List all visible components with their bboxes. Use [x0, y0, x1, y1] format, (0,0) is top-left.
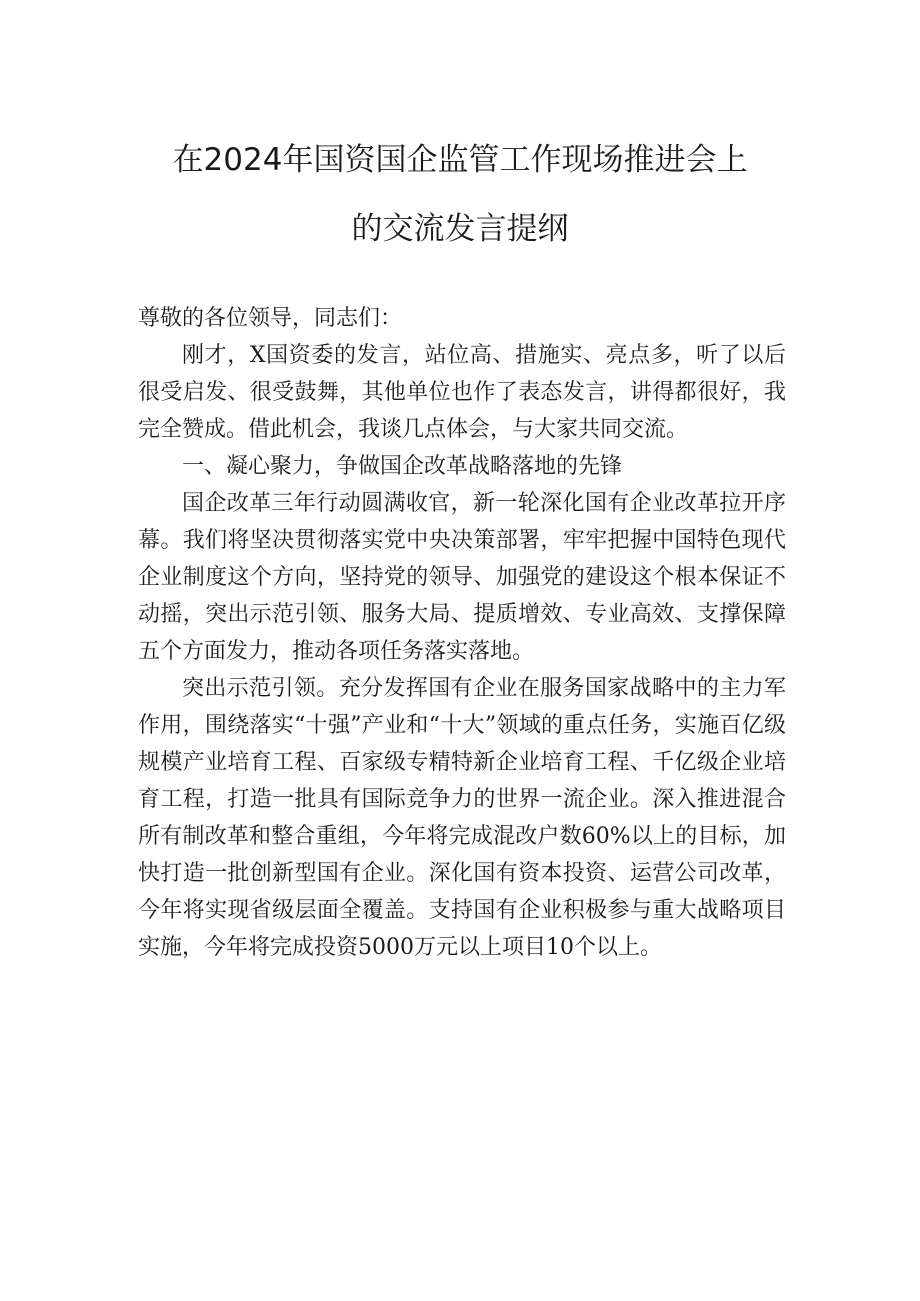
document-title-line-2: 的交流发言提纲 — [351, 211, 569, 247]
document-title-line-1: 在2024年国资国企监管工作现场推进会上 — [172, 142, 748, 178]
paragraph-demonstration: 突出示范引领。充分发挥国有企业在服务国家战略中的主力军作用，围绕落实“十强”产业和“十大”领域的重点任务，实施百亿级规模产业培育工程、百家级专精特新企业培育工程、千亿级企业培育工程，打造一批具有国际竞争力的世界一流企业。深入推进混合所有制改革和整合重组，今年将完成混改户数60%以上的目标，加快打造一批创新型国有企业。深化国有资本投资、运营公司改革，今年将实现省级层面全覆盖。支持国有企业积极参与重大战略项目实施，今年将完成投资5000万元以上项目10个以上。 — [138, 676, 786, 960]
salutation: 尊敬的各位领导，同志们： — [138, 306, 403, 331]
document-body — [138, 300, 786, 966]
section-heading-1: 一、凝心聚力，争做国企改革战略落地的先锋 — [182, 454, 623, 479]
paragraph-opening: 刚才，X国资委的发言，站位高、措施实、亮点多，听了以后很受启发、很受鼓舞，其他单位也作了表态发言，讲得都很好，我完全赞成。借此机会，我谈几点体会，与大家共同交流。 — [138, 343, 786, 442]
paragraph-reform-overview: 国企改革三年行动圆满收官，新一轮深化国有企业改革拉开序幕。我们将坚决贯彻落实党中央决策部署，牢牢把握中国特色现代企业制度这个方向，坚持党的领导、加强党的建设这个根本保证不动摇，突出示范引领、服务大局、提质增效、专业高效、支撑保障五个方面发力，推动各项任务落实落地。 — [138, 491, 786, 664]
